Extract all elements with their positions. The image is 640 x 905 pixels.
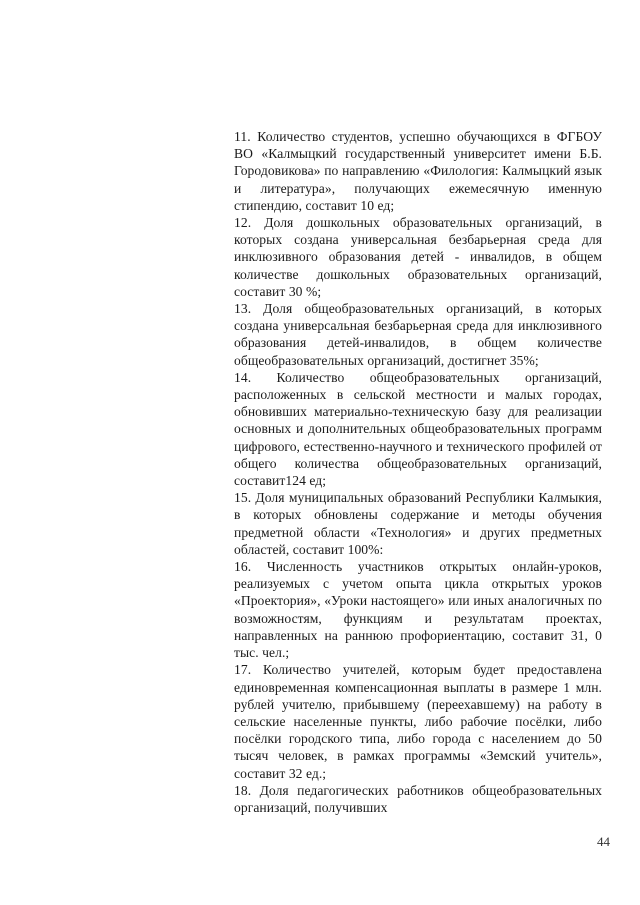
document-body [234, 128, 602, 816]
paragraph-14: 14. Количество общеобразовательных организаций, расположенных в сельской местности и малых городах, обновивших материально-техническую базу для реализации основных и дополнительных общеобразовательных программ цифрового, естественно-научного и технического профилей от общего количества общеобразовательных организаций, составит124 ед; [234, 369, 602, 489]
paragraph-11: 11. Количество студентов, успешно обучающихся в ФГБОУ ВО «Калмыцкий государственный университет имени Б.Б. Городовикова» по направлению «Филология: Калмыцкий язык и литература», получающих ежемесячную именную стипендию, составит 10 ед; [234, 129, 602, 213]
paragraph-16: 16. Численность участников открытых онлайн-уроков, реализуемых с учетом опыта цикла открытых уроков «Проектория», «Уроки настоящего» или иных аналогичных по возможностям, функциям и результатам проектах, направленных на раннюю профориентацию, составит 31, 0 тыс. чел.; [234, 559, 602, 661]
paragraph-12: 12. Доля дошкольных образовательных организаций, в которых создана универсальная безбарьерная среда для инклюзивного образования детей - инвалидов, в общем количестве дошкольных образовательных организаций, составит 30 %; [234, 215, 602, 299]
paragraph-17: 17. Количество учителей, которым будет предоставлена единовременная компенсационная выплаты в размере 1 млн. рублей учителю, прибывшему (переехавшему) на работу в сельские населенные пункты, либо рабочие посёлки, либо посёлки городского типа, либо города с населением до 50 тысяч человек, в рамках программы «Земский учитель», составит 32 ед.; [234, 662, 602, 781]
paragraph-13: 13. Доля общеобразовательных организаций, в которых создана универсальная безбарьерная среда для инклюзивного образования детей-инвалидов, в общем количестве общеобразовательных организаций, достигнет 35%; [234, 301, 602, 368]
page-number: 44 [597, 834, 610, 849]
paragraph-18: 18. Доля педагогических работников общеобразовательных организаций, получивших [234, 782, 602, 815]
paragraph-15: 15. Доля муниципальных образований Республики Калмыкия, в которых обновлены содержание и методы обучения предметной области «Технология» и других предметных областей, составит 100%: [234, 490, 602, 557]
